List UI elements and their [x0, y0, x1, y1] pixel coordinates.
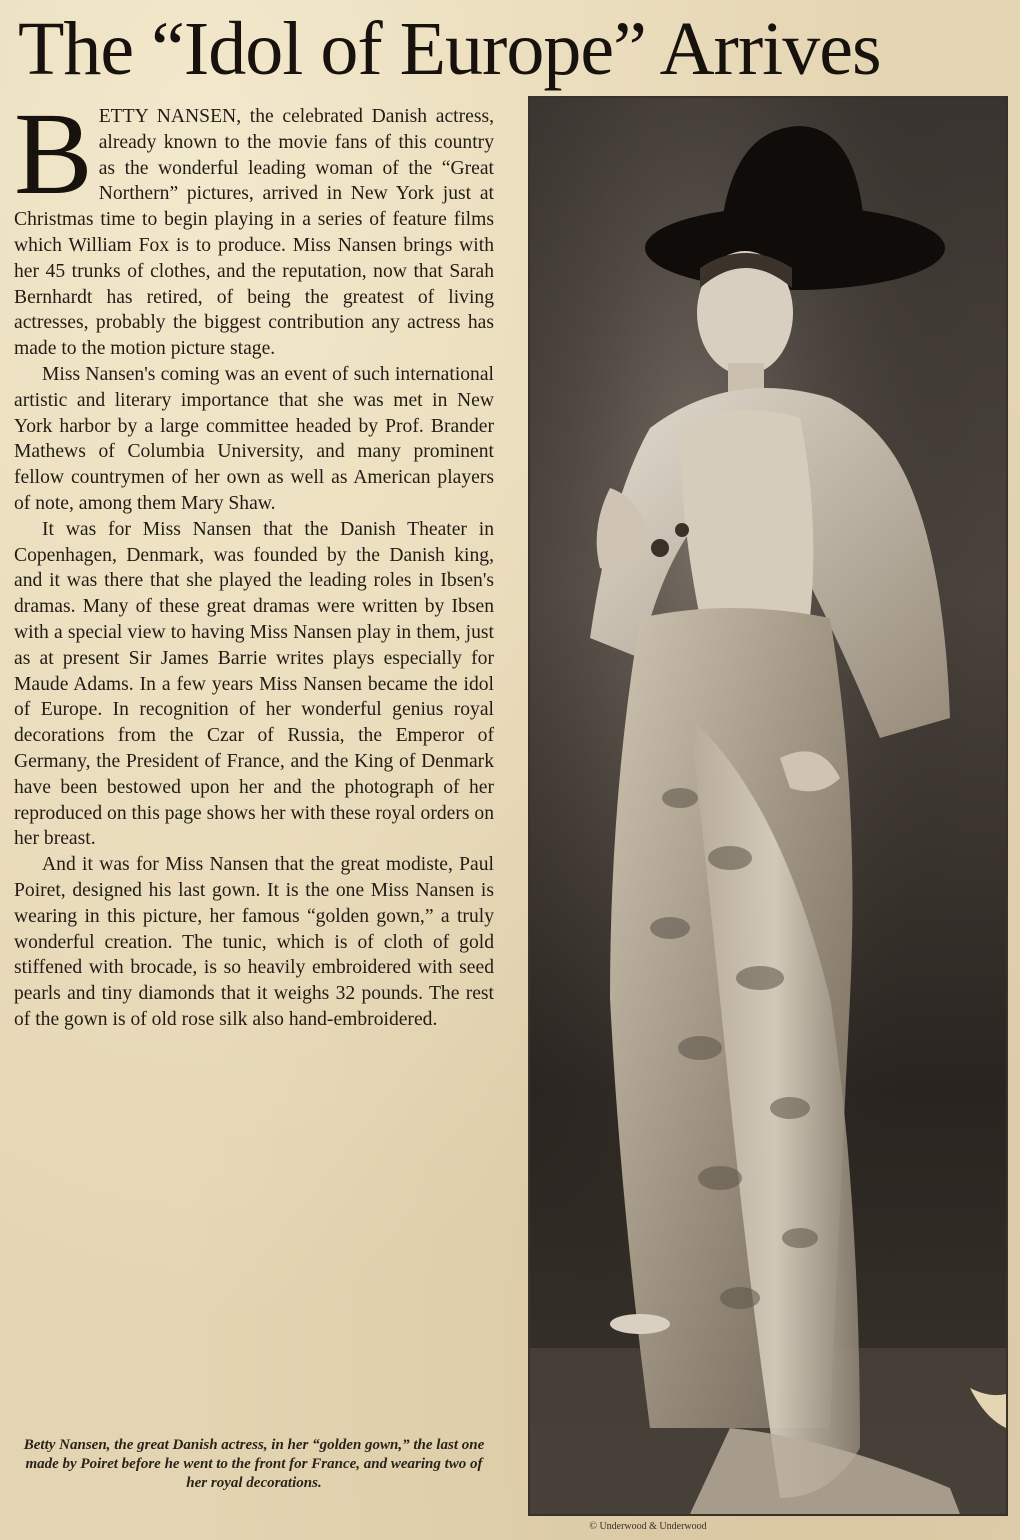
- article-paragraph-4: And it was for Miss Nansen that the great modiste, Paul Poiret, designed his last gown. It is the one Miss Nansen is wearing in this picture, her famous “golden gown,” a truly wonderful creation. The tunic, which is of cloth of gold stiffened with brocade, is so heavily embroidered with seed pearls and tiny diamonds that it weighs 32 pounds. The rest of the gown is of old rose silk also hand-embroidered.: [14, 854, 494, 1030]
- article-body: [14, 88, 494, 1033]
- lead-text: ETTY NANSEN, the celebrated Danish actress, already known to the movie fans of this country as the wonderful leading woman of the “Great Northern” pictures, arrived in New York just at Christmas time to begin playing in a series of feature films which William Fox is to produce. Miss Nansen brings with her 45 trunks of clothes, and the reputation, now that Sarah Bernhardt has retired, of being the greatest of living actresses, probably the biggest contribution any actress has made to the motion picture stage.: [14, 106, 494, 360]
- headline: The “Idol of Europe” Arrives: [18, 7, 881, 91]
- photo-caption: Betty Nansen, the great Danish actress, in her “golden gown,” the last one made by Poiret before he went to the front for France, and wearing two of her royal decorations.: [23, 1437, 485, 1491]
- portrait-illustration: [530, 98, 1006, 1514]
- article-paragraph-2: Miss Nansen's coming was an event of such international artistic and literary importance that she was met in New York harbor by a large committee headed by Prof. Brander Mathews of Columbia University, and many prominent fellow countrymen of her own as well as American players of note, among them Mary Shaw.: [14, 363, 494, 514]
- photo-credit: © Underwood & Underwood: [589, 1521, 707, 1532]
- portrait-photograph: [528, 96, 1008, 1516]
- article-paragraph-1: [14, 88, 494, 362]
- drop-cap: B: [14, 88, 93, 219]
- article-paragraph-3: It was for Miss Nansen that the Danish Theater in Copenhagen, Denmark, was founded by the Danish king, and it was there that she played the leading roles in Ibsen's dramas. Many of these great dramas were written by Ibsen with a special view to having Miss Nansen play in them, just as at present Sir James Barrie writes plays especially for Maude Adams. In a few years Miss Nansen became the idol of Europe. In recognition of her wonderful genius royal decorations from the Czar of Russia, the Emperor of Germany, the President of France, and the King of Denmark have been bestowed upon her and the photograph of her reproduced on this page shows her with these royal orders on her breast.: [14, 518, 494, 850]
